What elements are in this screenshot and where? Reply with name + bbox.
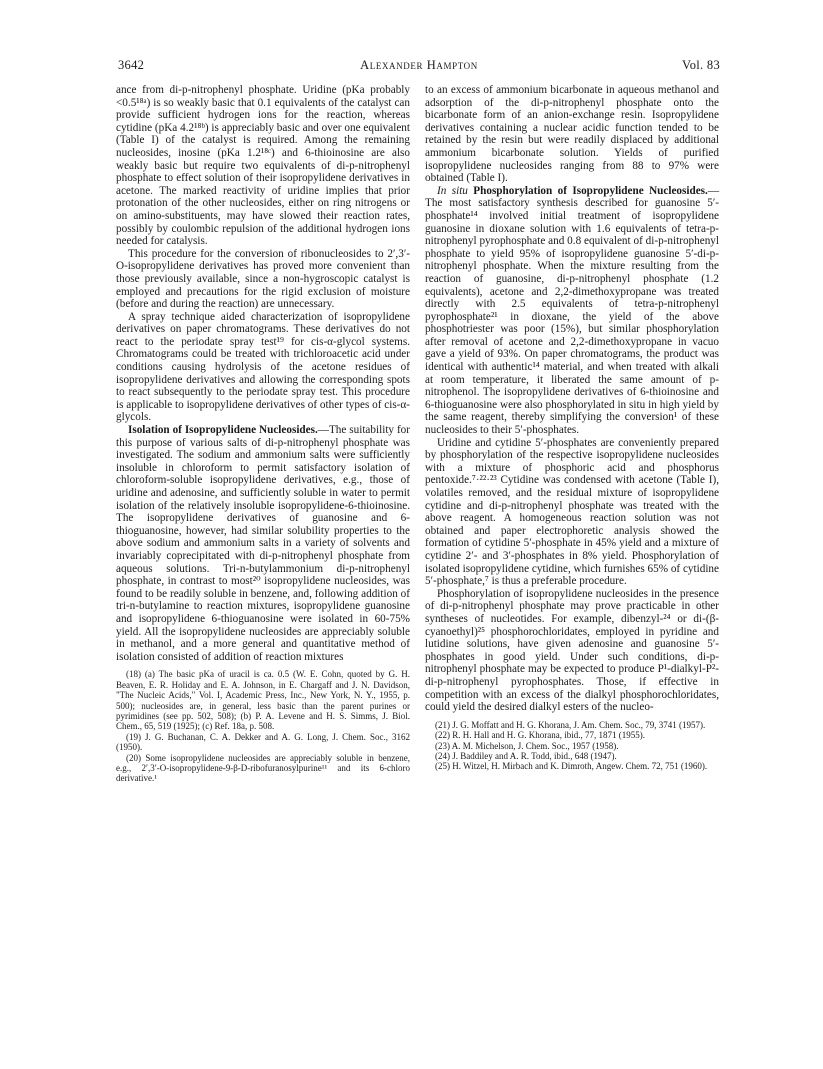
paragraph: A spray technique aided characterization of isopropylidene derivatives on paper chromatograms. These derivatives do not react to the periodate spray test¹⁹ for cis-α-glycol systems. Chromatograms could be treated with trichloroacetic acid under conditions causing hydrolysis of the acetone residues of isopropylidene derivatives and allowing the corresponding spots to react subsequently to the periodate spray test. This procedure is applicable to isopropylidene derivatives of other types of cis-α-glycols. xyxy=(116,310,410,424)
page-number: 3642 xyxy=(118,58,145,72)
paragraph: ance from di-p-nitrophenyl phosphate. Uridine (pKa probably <0.5¹⁸ᵃ) is so weakly basic that 0.1 equivalents of the catalyst can provide sufficient hydrogen ions for the reaction, whereas cytidine (pKa 4.2¹⁸ᵇ) is appreciably basic and over one equivalent (Table I) of the catalyst is required. Among the remaining nucleosides, inosine (pKa 1.2¹⁸ᶜ) and 6-thioinosine are also weakly basic but require two equivalents of di-p-nitrophenyl phosphate to effect solution of their isopropylidene derivatives in acetone. The marked reactivity of uridine implies that prior protonation of the other nucleosides, either on ring nitrogens or on amino-substituents, may have slowed their reaction rates, possibly by coulombic repulsion of the additional hydrogen ions needed for catalysis. xyxy=(116,84,410,248)
running-author: Alexander Hampton xyxy=(360,58,478,72)
paragraph: Phosphorylation of isopropylidene nucleosides in the presence of di-p-nitrophenyl phosphate may prove practicable in other syntheses of nucleotides. For example, dibenzyl-²⁴ or di-(β-cyanoethyl)²⁵ phosphorochloridates, employed in pyridine and lutidine solutions, have given adenosine and guanosine 5′-phosphates in good yield. Under such conditions, di-p-nitrophenyl phosphate may be expected to produce P¹-dialkyl-P²-di-p-nitrophenyl pyrophosphates. Those, if effective in competition with an excess of the dialkyl phosphorochloridates, could yield the desired dialkyl esters of the nucleo- xyxy=(425,587,719,714)
footnote: (25) H. Witzel, H. Mirbach and K. Dimroth, Angew. Chem. 72, 751 (1960). xyxy=(435,761,708,772)
page-header xyxy=(118,58,720,76)
insitu-section xyxy=(425,185,719,437)
footnote: (23) A. M. Michelson, J. Chem. Soc., 1957 (1958). xyxy=(435,740,619,751)
volume-label: Vol. 83 xyxy=(682,58,720,72)
section-text: —The suitability for this purpose of various salts of di-p-nitrophenyl phosphate was investigated. The sodium and ammonium salts were sufficiently insoluble in chloroform to permit satisfactory isolation of chloroform-soluble isopropylidene derivatives, e.g., those of uridine and adenosine, and sufficiently soluble in water to permit isolation of the relatively insoluble isopropylidene-6-thioinosine. The isopropylidene derivatives of guanosine and 6-thioguanosine, however, had similar solubility properties to the above sodium and ammonium salts in a variety of solvents and invariably coprecipitated with di-p-nitrophenyl phosphate from aqueous solutions. Tri-n-butylammonium di-p-nitrophenyl phosphate, in contrast to most²⁰ isopropylidene nucleosides, was found to be readily soluble in benzene, and, following addition of tri-n-butylamine to reaction mixtures, isopropylidene guanosine and isopropylidene 6-thioguanosine were isolated in 60-75% yield. All the isopropylidene nucleosides are appreciably soluble in methanol, and a more general and quantitative method of isolation consisted of addition of reaction mixtures xyxy=(116,424,410,663)
paragraph: to an excess of ammonium bicarbonate in aqueous methanol and adsorption of the di-p-nitrophenyl phosphate onto the bicarbonate form of an anion-exchange resin. Isopropylidene derivatives containing a nuclear acidic function tended to be retained by the resin but were readily displaced by additional ammonium bicarbonate solution. Yields of purified isopropylidene nucleosides ranging from 88 to 97% were obtained (Table I). xyxy=(425,84,719,185)
footnotes xyxy=(425,720,719,772)
footnotes xyxy=(116,669,410,783)
footnote: (18) (a) The basic pKa of uracil is ca. 0.5 (W. E. Cohn, quoted by G. H. Beaven, E. R. Holiday and E. A. Johnson, in E. Chargaff and J. N. Davidson, "The Nucleic Acids," Vol. I, Academic Press, Inc., New York, N. Y., 1955, p. 500); nucleosides are, in general, less basic than the parent purines or pyrimidines (see pp. 502, 508); (b) P. A. Levene and H. S. Simms, J. Biol. Chem., 65, 519 (1925); (c) Ref. 18a, p. 508. xyxy=(116,669,410,732)
section-text: —The most satisfactory synthesis described for guanosine 5′-phosphate¹⁴ involved initial treatment of isopropylidene guanosine in dioxane solution with 1.6 equivalents of tetra-p-nitrophenyl pyrophosphate and 0.8 equivalent of di-p-nitrophenyl phosphate to yield 95% of isopropylidene guanosine 5′-di-p-nitrophenyl phosphate. When the mixture resulting from the reaction of guanosine, di-p-nitrophenyl phosphate (1.2 equivalents), acetone and 2,2-dimethoxypropane was treated directly with 2.5 equivalents of tetra-p-nitrophenyl pyrophosphate²¹ in dioxane, the yield of the above phosphotriester was poor (15%), but similar phosphorylation after removal of acetone and 2,2-dimethoxypropane in vacuo gave a yield of 93%. On paper chromatograms, the product was identical with authentic¹⁴ material, and when treated with alkali at room temperature, it liberated the same amount of p-nitrophenol. The isopropylidene derivatives of 6-thioinosine and 6-thioguanosine were also phosphorylated in situ in high yield by the same reagent, thereby simplifying the conversion¹ of these nucleosides to their 5′-phosphates. xyxy=(425,184,719,437)
footnote: (19) J. G. Buchanan, C. A. Dekker and A. G. Long, J. Chem. Soc., 3162 (1950). xyxy=(116,731,410,753)
section-heading: Phosphorylation of Isopropylidene Nucleosides. xyxy=(467,184,708,197)
footnote: (22) R. H. Hall and H. G. Khorana, ibid., 77, 1871 (1955). xyxy=(435,730,645,741)
section-lead: In situ xyxy=(437,184,468,197)
footnote: (20) Some isopropylidene nucleosides are appreciably soluble in benzene, e.g., 2′,3′-O-isopropylidene-9-β-D-ribofuranosylpurine¹¹ and its 6-chloro derivative.¹ xyxy=(116,752,410,784)
isolation-section xyxy=(116,424,410,663)
footnote: (24) J. Baddiley and A. R. Todd, ibid., 648 (1947). xyxy=(435,750,617,761)
paragraph: Uridine and cytidine 5′-phosphates are conveniently prepared by phosphorylation of the respective isopropylidene nucleosides with a mixture of phosphoric acid and phosphorus pentoxide.⁷·²²·²³ Cytidine was condensed with acetone (Table I), volatiles removed, and the residual mixture of isopropylidene cytidine and di-p-nitrophenyl phosphate was treated with the above reagent. A homogeneous reaction solution was not obtained and paper electrophoretic analysis showed the formation of cytidine 5′-phosphate in 45% yield and a mixture of cytidine 2′- and 3′-phosphates in 8% yield. Phosphorylation of isolated isopropylidene cytidine, which furnishes 65% of cytidine 5′-phosphate,⁷ is thus a preferable procedure. xyxy=(425,436,719,588)
section-heading: Isolation of Isopropylidene Nucleosides. xyxy=(128,424,318,437)
paragraph: This procedure for the conversion of ribonucleosides to 2′,3′-O-isopropylidene derivatives has proved more convenient than those previously available, since a non-hygroscopic catalyst is employed and precautions for the rigid exclusion of moisture (before and during the reaction) are unnecessary. xyxy=(116,247,410,311)
footnote: (21) J. G. Moffatt and H. G. Khorana, J. Am. Chem. Soc., 79, 3741 (1957). xyxy=(435,719,706,730)
right-column xyxy=(425,84,719,772)
left-column xyxy=(116,84,410,784)
